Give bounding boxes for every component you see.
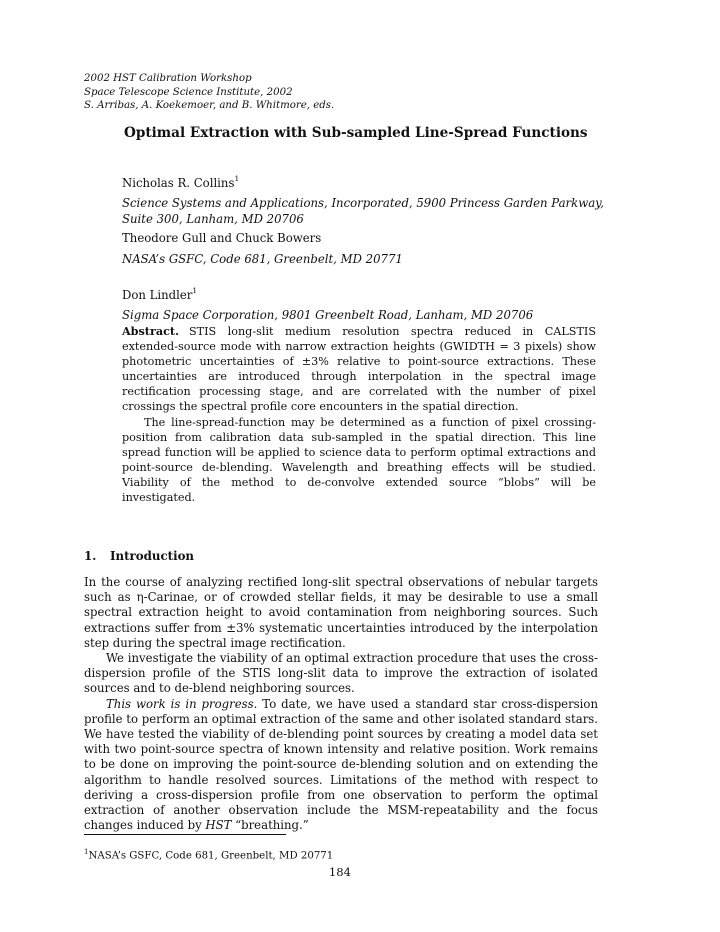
abstract	[122, 324, 596, 505]
footnote-text: NASA’s GSFC, Code 681, Greenbelt, MD 20771	[88, 850, 334, 862]
footnote-mark: 1	[84, 848, 89, 856]
header-workshop: 2002 HST Calibration Workshop	[84, 73, 252, 84]
author-affiliation: Sigma Space Corporation, 9801 Greenbelt Road, Lanham, MD 20706	[122, 308, 534, 323]
body-paragraph-3: This work is in progress. To date, we have used a standard star cross-dispersion profile to perform an optimal extraction of the same and other isolated standard stars. We have tested the viability of de-blending point sources by creating a model data set with two point-source spectra of known intensity and relative position. Work remains to be done on improving the point-source de-blending solution and on extending the algorithm to handle resolved sources. Limitations of the method with respect to deriving a cross-dispersion profile from one observation to perform the optimal extraction of another observation include the MSM-repeatability and the focus changes induced by HST “breathing.”	[84, 696, 598, 833]
footnote	[84, 846, 644, 862]
abstract-para-2: The line-spread-function may be determined as a function of pixel crossing-position from calibration data sub-sampled in the spatial direction. This line spread function will be applied to science data to perform optimal extractions and point-source de-blending. Wavelength and breathing effects will be studied. Viability of the method to de-convolve extended source “blobs” will be investigated.	[122, 415, 596, 505]
footnote-mark: 1	[192, 286, 198, 295]
hst-italic: HST	[205, 818, 232, 833]
author-name: Theodore Gull and Chuck Bowers	[122, 231, 322, 245]
paper-title: Optimal Extraction with Sub-sampled Line-Spread Functions	[124, 125, 588, 141]
abstract-para-1: Abstract. STIS long-slit medium resolution spectra reduced in CALSTIS extended-source mode with narrow extraction heights (GWIDTH = 3 pixels) show photometric uncertainties of ±3% relative to point-source extractions. These uncertainties are introduced through interpolation in the spectral image rectification processing stage, and are correlated with the number of pixel crossings the spectral profile core encounters in the spatial direction.	[122, 324, 596, 414]
page-number: 184	[328, 865, 352, 879]
header-editors: S. Arribas, A. Koekemoer, and B. Whitmore, eds.	[84, 100, 335, 111]
body-paragraph-2: We investigate the viability of an optimal extraction procedure that uses the cross-dispersion profile of the STIS long-slit data to improve the extraction of isolated sources and to de-blend neighboring sources.	[84, 651, 598, 696]
author-name: Nicholas R. Collins$^1$	[122, 174, 240, 190]
header-institute: Space Telescope Science Institute, 2002	[84, 86, 293, 98]
body-paragraph-1: In the course of analyzing rectified long-slit spectral observations of nebular targets such as η-Carinae, or of crowded stellar fields, it may be desirable to use a small spectral extraction height to avoid contamination from neighboring sources. Such extractions suffer from ±3% systematic uncertainties introduced by the interpolation step during the spectral image rectification.	[84, 575, 598, 650]
section-body	[84, 575, 598, 833]
abstract-label: Abstract.	[122, 324, 179, 338]
footnote-rule	[84, 834, 286, 835]
section-heading	[84, 548, 644, 564]
section-number: 1.	[84, 549, 97, 563]
section-title: Introduction	[110, 549, 195, 563]
author-collins	[122, 172, 622, 228]
running-header	[84, 72, 644, 113]
author-name: Don Lindler$^1$	[122, 286, 198, 302]
author-affiliation: Science Systems and Applications, Incorporated, 5900 Princess Garden Parkway, Suite 300, Lanham, MD 20706	[122, 196, 604, 227]
author-lindler	[122, 284, 622, 324]
emphasis-text: This work is in progress.	[106, 696, 258, 711]
author-affiliation: NASA’s GSFC, Code 681, Greenbelt, MD 20771	[122, 251, 403, 266]
footnote-mark: 1	[234, 174, 240, 183]
author-gull-bowers	[122, 231, 622, 267]
